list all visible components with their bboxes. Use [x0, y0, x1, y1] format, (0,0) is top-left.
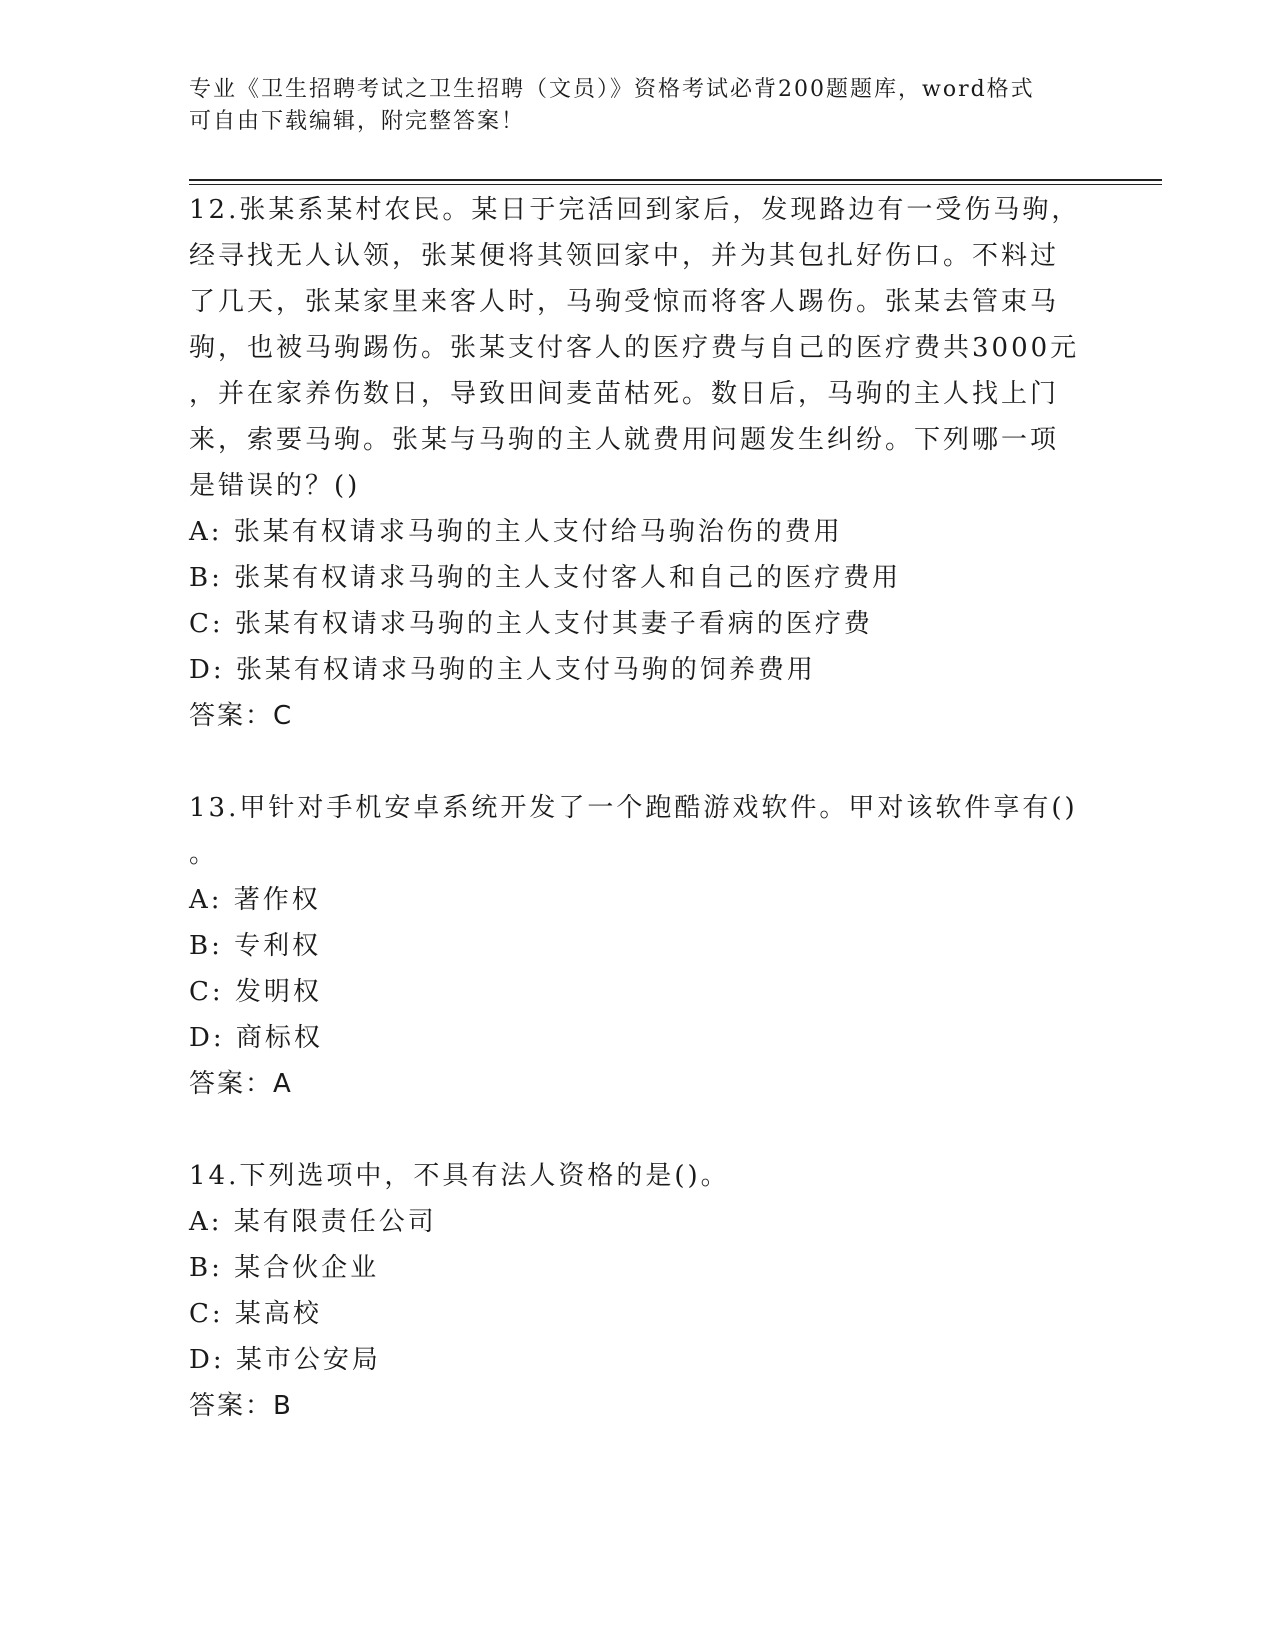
- header-line-1: 专业《卫生招聘考试之卫生招聘（文员）》资格考试必背200题题库，word格式: [189, 77, 1035, 102]
- document-header: [189, 74, 1089, 138]
- option-d: D: 张某有权请求马驹的主人支付马驹的饲养费用: [189, 655, 816, 685]
- option-c: C: 某高校: [189, 1299, 322, 1329]
- option-a: A: 著作权: [189, 885, 321, 915]
- question-12: [189, 187, 1089, 739]
- question-13: [189, 785, 1089, 1107]
- question-stem-line: 经寻找无人认领，张某便将其领回家中，并为其包扎好伤口。不料过: [189, 241, 1060, 271]
- option-b: B: 张某有权请求马驹的主人支付客人和自己的医疗费用: [189, 563, 902, 593]
- question-stem-line: 了几天，张某家里来客人时，马驹受惊而将客人踢伤。张某去管束马: [189, 287, 1060, 317]
- option-b: B: 专利权: [189, 931, 322, 961]
- option-a: A: 某有限责任公司: [189, 1207, 437, 1237]
- option-b: B: 某合伙企业: [189, 1253, 380, 1283]
- option-c: C: 发明权: [189, 977, 322, 1007]
- header-rule-thin: [189, 184, 1162, 185]
- answer: 答案：C: [189, 701, 294, 731]
- question-stem-line: 13.甲针对手机安卓系统开发了一个跑酷游戏软件。甲对该软件享有(): [189, 793, 1078, 823]
- question-stem-line: 。: [189, 839, 219, 869]
- question-stem-line: 12.张某系某村农民。某日于完活回到家后，发现路边有一受伤马驹，: [189, 195, 1081, 225]
- header-line-2: 可自由下载编辑，附完整答案！: [189, 109, 526, 134]
- option-d: D: 某市公安局: [189, 1345, 381, 1375]
- question-stem-line: 来，索要马驹。张某与马驹的主人就费用问题发生纠纷。下列哪一项: [189, 425, 1060, 455]
- answer: 答案：A: [189, 1069, 293, 1099]
- header-rule-thick: [189, 179, 1162, 181]
- option-c: C: 张某有权请求马驹的主人支付其妻子看病的医疗费: [189, 609, 873, 639]
- option-d: D: 商标权: [189, 1023, 323, 1053]
- question-list: [189, 187, 1089, 1429]
- question-stem-line: ，并在家养伤数日，导致田间麦苗枯死。数日后，马驹的主人找上门: [189, 379, 1060, 409]
- option-a: A: 张某有权请求马驹的主人支付给马驹治伤的费用: [189, 517, 843, 547]
- question-stem-line: 驹，也被马驹踢伤。张某支付客人的医疗费与自己的医疗费共3000元: [189, 333, 1080, 363]
- answer: 答案：B: [189, 1391, 293, 1421]
- question-stem-line: 是错误的？(): [189, 471, 361, 501]
- question-stem-line: 14.下列选项中，不具有法人资格的是()。: [189, 1161, 730, 1191]
- question-14: [189, 1153, 1089, 1429]
